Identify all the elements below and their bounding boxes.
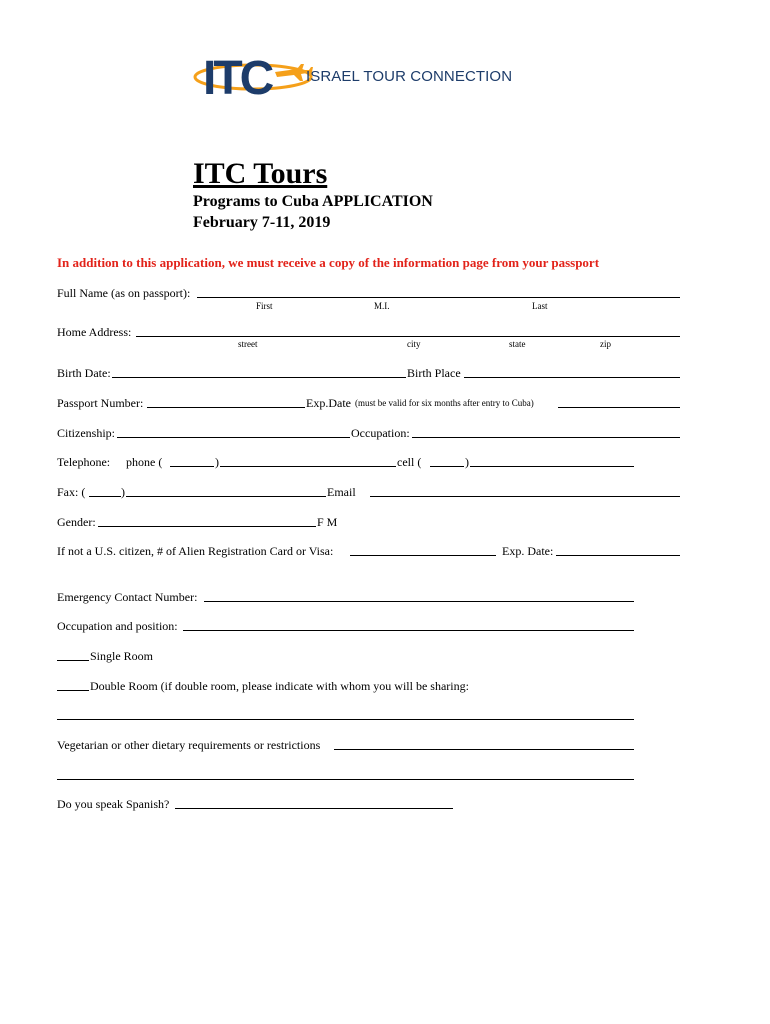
passport-number-label: Passport Number: xyxy=(57,396,144,410)
gender-label: Gender: xyxy=(57,515,96,529)
last-name-caption: Last xyxy=(532,301,548,311)
state-caption: state xyxy=(509,339,526,349)
fax-label: Fax: ( xyxy=(57,485,86,499)
email-label: Email xyxy=(327,485,356,499)
phone-area-code-field[interactable] xyxy=(170,466,214,467)
program-dates: February 7-11, 2019 xyxy=(193,214,331,231)
middle-initial-caption: M.I. xyxy=(374,301,390,311)
svg-text:ITC: ITC xyxy=(203,52,272,100)
fax-number-field[interactable] xyxy=(126,496,326,497)
alien-registration-field[interactable] xyxy=(350,555,496,556)
home-address-label: Home Address: xyxy=(57,325,132,339)
alien-registration-label: If not a U.S. citizen, # of Alien Registration Card or Visa: xyxy=(57,544,334,558)
fax-area-code-field[interactable] xyxy=(89,496,121,497)
full-name-label: Full Name (as on passport): xyxy=(57,286,191,300)
dietary-label: Vegetarian or other dietary requirements or restrictions xyxy=(57,738,321,752)
page-title: ITC Tours xyxy=(193,157,328,190)
emergency-contact-field[interactable] xyxy=(204,601,634,602)
gender-options: F M xyxy=(317,515,338,529)
birth-place-field[interactable] xyxy=(464,377,680,378)
cell-area-code-field[interactable] xyxy=(430,466,464,467)
birth-date-field[interactable] xyxy=(112,377,406,378)
dietary-field-line-2[interactable] xyxy=(57,779,634,780)
cell-paren: ) xyxy=(465,455,469,469)
first-name-caption: First xyxy=(256,301,273,311)
spanish-field[interactable] xyxy=(175,808,453,809)
cell-number-field[interactable] xyxy=(470,466,634,467)
phone-paren: ) xyxy=(215,455,219,469)
telephone-label: Telephone: xyxy=(57,455,111,469)
citizenship-field[interactable] xyxy=(117,437,350,438)
birth-date-label: Birth Date: xyxy=(57,366,111,380)
logo-text: ISRAEL TOUR CONNECTION xyxy=(306,68,513,85)
gender-field[interactable] xyxy=(98,526,316,527)
occupation-field[interactable] xyxy=(412,437,680,438)
program-subtitle: Programs to Cuba APPLICATION xyxy=(193,193,433,210)
single-room-checkbox[interactable] xyxy=(57,660,89,661)
passport-exp-field[interactable] xyxy=(558,407,680,408)
alien-exp-label: Exp. Date: xyxy=(502,544,554,558)
single-room-label: Single Room xyxy=(90,649,154,663)
cell-label: cell ( xyxy=(397,455,422,469)
dietary-field[interactable] xyxy=(334,749,634,750)
home-address-field[interactable] xyxy=(136,336,680,337)
phone-label: phone ( xyxy=(126,455,163,469)
passport-notice: In addition to this application, we must receive a copy of the information page from your passport xyxy=(57,255,600,270)
street-caption: street xyxy=(238,339,258,349)
zip-caption: zip xyxy=(600,339,611,349)
citizenship-label: Citizenship: xyxy=(57,426,115,440)
passport-number-field[interactable] xyxy=(147,407,305,408)
city-caption: city xyxy=(407,339,421,349)
occupation-label: Occupation: xyxy=(351,426,410,440)
email-field[interactable] xyxy=(370,496,680,497)
exp-date-note: (must be valid for six months after entry to Cuba) xyxy=(355,398,534,408)
birth-place-label: Birth Place xyxy=(407,366,461,380)
double-room-label: Double Room (if double room, please indicate with whom you will be sharing: xyxy=(90,679,469,693)
occupation-position-label: Occupation and position: xyxy=(57,619,178,633)
phone-number-field[interactable] xyxy=(220,466,396,467)
alien-exp-field[interactable] xyxy=(556,555,680,556)
fax-paren: ) xyxy=(121,485,125,499)
exp-date-label: Exp.Date xyxy=(306,396,351,410)
roommate-field[interactable] xyxy=(57,719,634,720)
occupation-position-field[interactable] xyxy=(183,630,634,631)
double-room-checkbox[interactable] xyxy=(57,690,89,691)
emergency-contact-label: Emergency Contact Number: xyxy=(57,590,198,604)
spanish-label: Do you speak Spanish? xyxy=(57,797,170,811)
full-name-field[interactable] xyxy=(197,297,680,298)
